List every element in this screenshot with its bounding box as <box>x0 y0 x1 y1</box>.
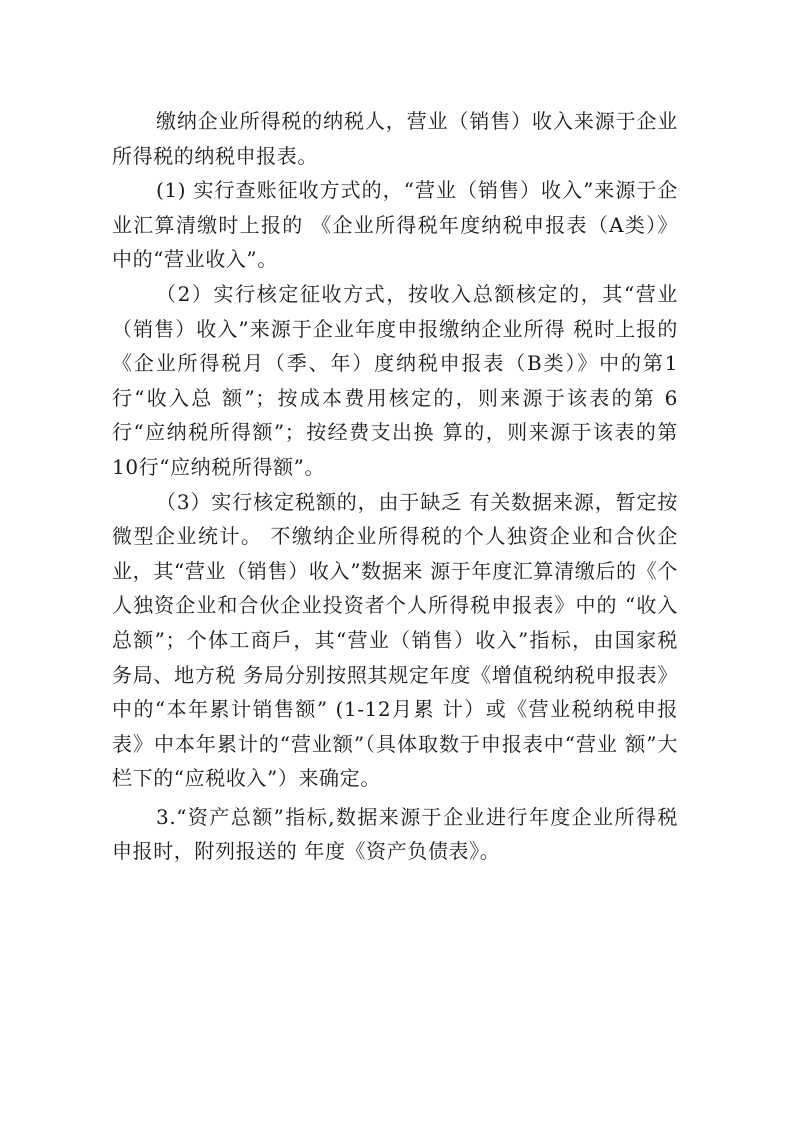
paragraph-assessed-collection: （2）实行核定征收方式，按收入总额核定的，其“营业（销售）收入”来源于企业年度申报缴纳企业所得 税时上报的《企业所得税月（季、年）度纳税申报表（B类）》中的第1行“收入总 额”；按成本费用核定的，则来源于该表的第 6行“应纳税所得额”；按经费支出换 算的，则来源于该表的第 10行“应纳税所得额”。 <box>112 281 678 479</box>
document-body <box>112 104 678 869</box>
paragraph-taxpayer-source: 缴纳企业所得税的纳税人，营业（销售）收入来源于企业所得税的纳税申报表。 <box>112 109 678 168</box>
paragraph-audit-collection: (1) 实行查账征收方式的，“营业（销售）收入”来源于企业汇算清缴时上报的 《企业所得税年度纳税申报表（A类）》中的“营业收入”。 <box>112 178 678 272</box>
paragraph-assessed-tax: （3）实行核定税额的，由于缺乏 有关数据来源，暂定按微型企业统计。 不缴纳企业所得税的个人独资企业和合伙企业，其“营业（销售）收入”数据来 源于年度汇算清缴后的《个人独资企业和合伙企业投资者个人所得税申报表》中的 “收入总额”；个体工商戶，其“营业（销售）收入”指标，由国家税务局、地方税 务局分别按照其规定年度《增值税纳税申报表》中的“本年累计销售额” (1-12月累 计）或《营业税纳税申报表》中本年累计的“营业额”（具体取数于申报表中“营业 额”大栏下的“应税收入”）来确定。 <box>112 489 678 791</box>
paragraph-total-assets: 3.“资产总额”指标,数据来源于企业进行年度企业所得税申报时，附列报送的 年度《资产负债表》。 <box>112 804 678 864</box>
